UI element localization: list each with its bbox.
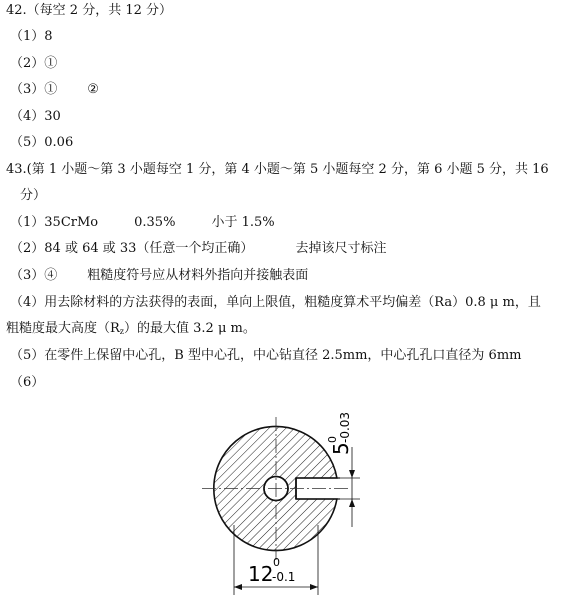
width-arrow-top: [349, 470, 355, 478]
q42-answer-5: （5）0.06: [10, 135, 74, 150]
q43-answer-3-num: （3）④: [10, 268, 58, 283]
q43-answer-2-b: 去掉该尺寸标注: [295, 241, 387, 256]
shaft-section-drawing: [200, 395, 390, 607]
q43-answer-4-line-1: （4）用去除材料的方法获得的表面，单向上限值，粗糙度算术平均偏差（Ra）0.8 μ m，且: [10, 295, 541, 310]
q43-answer-3-b: 粗糙度符号应从材料外指向并接触表面: [87, 268, 309, 283]
width-dim-lower: -0.03: [338, 411, 352, 443]
q43-answer-6: （6）: [10, 375, 45, 390]
q42-answer-2: （2）①: [10, 56, 58, 71]
width-dim-upper: 0: [326, 436, 339, 443]
diameter-dim-lower: -0.1: [272, 570, 296, 584]
q42-answer-3-b: ②: [87, 82, 99, 97]
diameter-dim-base: 12: [248, 562, 274, 586]
q42-answer-3-num: （3）①: [10, 82, 58, 97]
q43-answer-1: [10, 214, 275, 232]
width-arrow-bottom: [349, 499, 355, 507]
q43-answer-5: （5）在零件上保留中心孔，B 型中心孔，中心钻直径 2.5mm，中心孔孔口直径为 6mm: [10, 348, 522, 363]
q43-answer-4-post: ）的最大值 3.2 μ m。: [124, 321, 256, 336]
q42-header: 42.（每空 2 分，共 12 分）: [6, 3, 173, 18]
q43-header-line-1: 43.(第 1 小题～第 3 小题每空 1 分，第 4 小题～第 5 小题每空 2 分，第 6 小题 5 分，共 16: [6, 162, 549, 177]
q42-answer-4: （4）30: [10, 109, 61, 124]
q43-answer-1-b: 0.35%: [134, 215, 176, 230]
width-dim-base: 5: [329, 442, 353, 455]
q43-answer-4-pre: 粗糙度最大高度（R: [6, 321, 120, 336]
q43-answer-4-sub: z: [119, 327, 125, 336]
q43-answer-4-line-2: [6, 320, 256, 341]
q43-answer-2-num: （2）84 或 64 或 33（任意一个均正确）: [10, 241, 254, 256]
diameter-arrow-left: [234, 584, 242, 590]
q43-answer-1-c: 小于 1.5%: [211, 215, 275, 230]
q43-header-line-2: 分）: [20, 188, 47, 203]
q42-answer-1: （1）8: [10, 29, 53, 44]
q43-answer-3: [10, 267, 308, 285]
diameter-dim-upper: 0: [273, 556, 280, 569]
diameter-arrow-right: [310, 584, 318, 590]
width-dimension-label: [326, 412, 353, 455]
q42-answer-3: [10, 81, 99, 99]
q43-answer-1-num: （1）35CrMo: [10, 215, 99, 230]
q43-answer-2: [10, 240, 386, 258]
diameter-dimension-label: [248, 556, 295, 586]
